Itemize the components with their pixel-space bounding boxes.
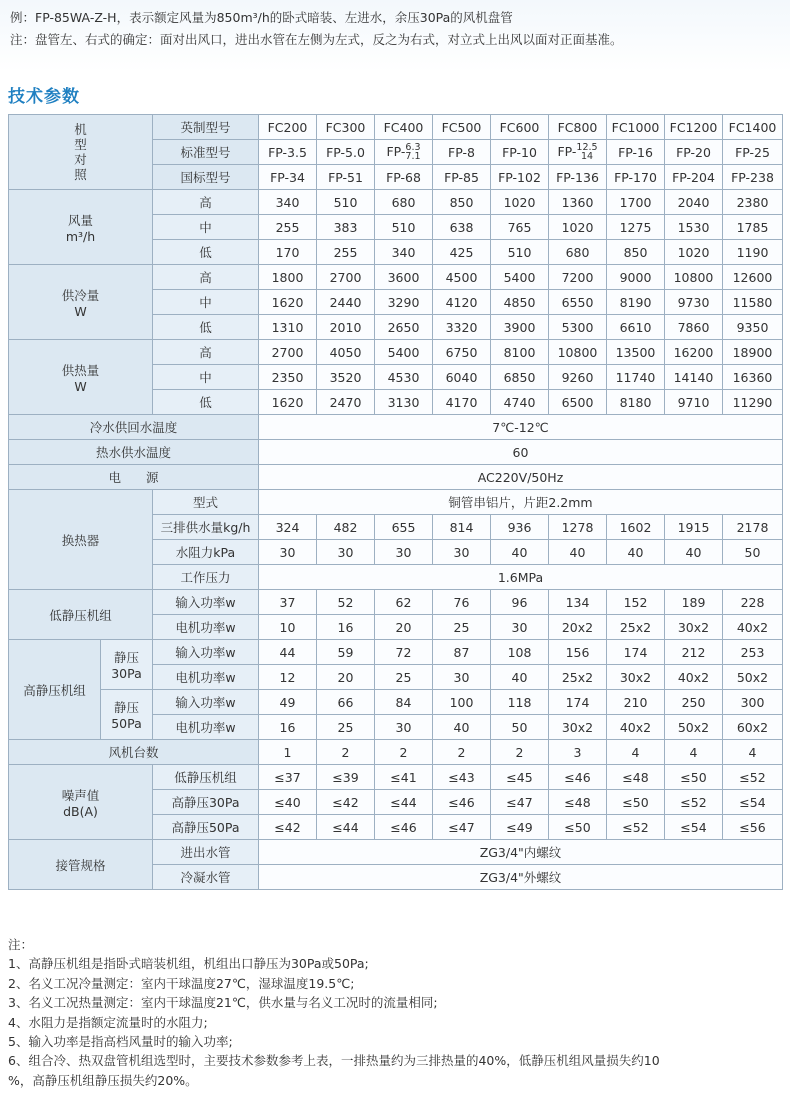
cold-water-temp-label: 冷水供回水温度 [9, 415, 259, 440]
value-cell: 52 [317, 590, 375, 615]
high-static-label: 高静压机组 [9, 640, 101, 740]
value-cell: 1620 [259, 290, 317, 315]
value-cell: 4170 [433, 390, 491, 415]
airflow-row [9, 190, 783, 215]
value-cell: 3290 [375, 290, 433, 315]
value-cell: FC500 [433, 115, 491, 140]
value-cell: 510 [491, 240, 549, 265]
value-cell: ≤50 [665, 765, 723, 790]
value-cell: 638 [433, 215, 491, 240]
pipe-row [9, 840, 783, 865]
value-cell: 84 [375, 690, 433, 715]
value-cell: 10800 [665, 265, 723, 290]
value-cell: ≤46 [549, 765, 607, 790]
input-power-label: 输入功率w [153, 590, 259, 615]
fan-count-label: 风机台数 [9, 740, 259, 765]
level-label: 中 [153, 215, 259, 240]
value-cell: 30 [433, 665, 491, 690]
value-cell: 30x2 [607, 665, 665, 690]
value-cell: 1020 [549, 215, 607, 240]
inout-pipe-value: ZG3/4"内螺纹 [259, 840, 783, 865]
level-label: 高 [153, 265, 259, 290]
value-cell: 300 [723, 690, 783, 715]
value-cell: 3900 [491, 315, 549, 340]
value-cell: 8190 [607, 290, 665, 315]
stacked-model-text: FP- 6.3 7.1 [386, 142, 421, 162]
value-cell: FP-85 [433, 165, 491, 190]
cooling-row [9, 265, 783, 290]
value-cell: 383 [317, 215, 375, 240]
value-cell: ≤56 [723, 815, 783, 840]
value-cell: 11580 [723, 290, 783, 315]
value-cell: FP-51 [317, 165, 375, 190]
condensate-pipe-label: 冷凝水管 [153, 865, 259, 890]
value-cell: 5300 [549, 315, 607, 340]
value-cell: 253 [723, 640, 783, 665]
value-cell: 30 [433, 540, 491, 565]
value-cell: ≤52 [607, 815, 665, 840]
value-cell: 18900 [723, 340, 783, 365]
value-cell: 170 [259, 240, 317, 265]
value-cell: 16360 [723, 365, 783, 390]
value-cell: 2178 [723, 515, 783, 540]
value-cell: 40 [491, 665, 549, 690]
value-cell [549, 140, 607, 165]
value-cell: 1360 [549, 190, 607, 215]
value-cell: 4740 [491, 390, 549, 415]
value-cell: 482 [317, 515, 375, 540]
value-cell: 9350 [723, 315, 783, 340]
value-cell: FP-20 [665, 140, 723, 165]
value-cell: ≤47 [433, 815, 491, 840]
value-cell: ≤43 [433, 765, 491, 790]
value-cell: 30 [375, 540, 433, 565]
value-cell: ≤45 [491, 765, 549, 790]
value-cell: 2350 [259, 365, 317, 390]
hot-water-temp-row [9, 440, 783, 465]
value-cell: ≤39 [317, 765, 375, 790]
value-cell: 3520 [317, 365, 375, 390]
value-cell: 50x2 [665, 715, 723, 740]
value-cell: 5400 [375, 340, 433, 365]
value-cell: ≤48 [607, 765, 665, 790]
value-cell: ≤44 [317, 815, 375, 840]
value-cell: 1310 [259, 315, 317, 340]
value-cell: 40x2 [665, 665, 723, 690]
value-cell: 936 [491, 515, 549, 540]
value-cell: 4050 [317, 340, 375, 365]
type-label: 型式 [153, 490, 259, 515]
value-cell: ≤44 [375, 790, 433, 815]
value-cell: ≤42 [317, 790, 375, 815]
model-group-label: 机型对照 [9, 115, 153, 190]
model-row-label: 国标型号 [153, 165, 259, 190]
noise-row [9, 765, 783, 790]
value-cell: 4 [665, 740, 723, 765]
value-cell: FC200 [259, 115, 317, 140]
value-cell: 255 [317, 240, 375, 265]
value-cell: 3320 [433, 315, 491, 340]
notes-title: 注： [8, 937, 34, 952]
value-cell: 12 [259, 665, 317, 690]
note-item: 4、水阻力是指额定流量时的水阻力; [8, 1014, 208, 1030]
value-cell: 4 [607, 740, 665, 765]
value-cell: 814 [433, 515, 491, 540]
level-label: 中 [153, 365, 259, 390]
note-item: 2、名义工况冷量测定：室内干球温度27℃，湿球温度19.5℃; [8, 975, 355, 991]
value-cell: 4500 [433, 265, 491, 290]
value-cell: FP-170 [607, 165, 665, 190]
note-line: 注：盘管左、右式的确定：面对出风口，进出水管在左侧为左式，反之为右式，对立式上出风以面对正面基准。 [10, 32, 623, 47]
level-label: 低 [153, 390, 259, 415]
value-cell: 2650 [375, 315, 433, 340]
value-cell: ≤48 [549, 790, 607, 815]
value-cell: 850 [433, 190, 491, 215]
value-cell: FC1200 [665, 115, 723, 140]
value-cell [375, 140, 433, 165]
value-cell: FC600 [491, 115, 549, 140]
value-cell: ≤46 [433, 790, 491, 815]
value-cell: 1020 [665, 240, 723, 265]
high-static-row [9, 640, 783, 665]
value-cell: 16 [259, 715, 317, 740]
value-cell: 1602 [607, 515, 665, 540]
value-cell: 2 [317, 740, 375, 765]
heating-row [9, 340, 783, 365]
value-cell: 108 [491, 640, 549, 665]
value-cell: ≤49 [491, 815, 549, 840]
value-cell: 212 [665, 640, 723, 665]
input-power-label: 输入功率w [153, 690, 259, 715]
pipe-label: 接管规格 [9, 840, 153, 890]
value-cell: FC800 [549, 115, 607, 140]
note-item: 3、名义工况热量测定：室内干球温度21℃，供水量与名义工况时的流量相同; [8, 995, 438, 1011]
value-cell: 25 [433, 615, 491, 640]
value-cell: 228 [723, 590, 783, 615]
value-cell: 40 [433, 715, 491, 740]
motor-power-label: 电机功率w [153, 665, 259, 690]
value-cell: 50 [723, 540, 783, 565]
noise-row-label: 高静压50Pa [153, 815, 259, 840]
value-cell: 134 [549, 590, 607, 615]
value-cell: 1020 [491, 190, 549, 215]
value-cell: 60x2 [723, 715, 783, 740]
value-cell: 2700 [317, 265, 375, 290]
value-cell: 66 [317, 690, 375, 715]
airflow-label: 风量 m³/h [9, 190, 153, 265]
low-static-label: 低静压机组 [9, 590, 153, 640]
value-cell: 1785 [723, 215, 783, 240]
value-cell: 152 [607, 590, 665, 615]
noise-row-label: 低静压机组 [153, 765, 259, 790]
spec-table-body [9, 115, 783, 890]
value-cell: 59 [317, 640, 375, 665]
value-cell: 62 [375, 590, 433, 615]
value-cell: 25 [317, 715, 375, 740]
value-cell: 6850 [491, 365, 549, 390]
condensate-pipe-value: ZG3/4"外螺纹 [259, 865, 783, 890]
value-cell: 37 [259, 590, 317, 615]
value-cell: 30x2 [549, 715, 607, 740]
value-cell: 11290 [723, 390, 783, 415]
power-supply-label: 电 源 [9, 465, 259, 490]
value-cell: 2010 [317, 315, 375, 340]
value-cell: 7860 [665, 315, 723, 340]
value-cell: 3130 [375, 390, 433, 415]
notes [8, 935, 784, 1090]
value-cell: 4120 [433, 290, 491, 315]
value-cell: 1800 [259, 265, 317, 290]
value-cell: FC400 [375, 115, 433, 140]
note-item: 1、高静压机组是指卧式暗装机组，机组出口静压为30Pa或50Pa; [8, 956, 369, 972]
cold-water-temp-value: 7℃-12℃ [259, 415, 783, 440]
value-cell: 210 [607, 690, 665, 715]
value-cell: 44 [259, 640, 317, 665]
value-cell: 2700 [259, 340, 317, 365]
value-cell: 16200 [665, 340, 723, 365]
note-item: %，高静压机组静压损失约20%。 [8, 1072, 198, 1088]
value-cell: 7200 [549, 265, 607, 290]
model-row-label: 标准型号 [153, 140, 259, 165]
value-cell: 9260 [549, 365, 607, 390]
value-cell: 40 [549, 540, 607, 565]
value-cell: 8180 [607, 390, 665, 415]
value-cell: ≤50 [549, 815, 607, 840]
value-cell: 20 [317, 665, 375, 690]
value-cell: 20x2 [549, 615, 607, 640]
value-cell: ≤47 [491, 790, 549, 815]
value-cell: 255 [259, 215, 317, 240]
value-cell: FC1000 [607, 115, 665, 140]
value-cell: FP-10 [491, 140, 549, 165]
value-cell: 49 [259, 690, 317, 715]
stacked-model-text: FP- 12.5 14 [557, 142, 598, 162]
value-cell: 5400 [491, 265, 549, 290]
value-cell: 174 [549, 690, 607, 715]
level-label: 中 [153, 290, 259, 315]
value-cell: 4 [723, 740, 783, 765]
value-cell: FP-25 [723, 140, 783, 165]
resistance-label: 水阻力kPa [153, 540, 259, 565]
value-cell: 1 [259, 740, 317, 765]
note-item: 5、输入功率是指高档风量时的输入功率; [8, 1034, 233, 1050]
cold-water-temp-row [9, 415, 783, 440]
value-cell: FC1400 [723, 115, 783, 140]
value-cell: ≤54 [723, 790, 783, 815]
model-row [9, 115, 783, 140]
value-cell: 510 [317, 190, 375, 215]
value-cell: FP-34 [259, 165, 317, 190]
value-cell: 1275 [607, 215, 665, 240]
value-cell: 850 [607, 240, 665, 265]
value-cell: 174 [607, 640, 665, 665]
example-line: 例：FP-85WA-Z-H，表示额定风量为850m³/h的卧式暗装、左进水，余压30Pa的风机盘管 [10, 10, 513, 25]
value-cell: 510 [375, 215, 433, 240]
value-cell: FP-204 [665, 165, 723, 190]
low-static-row [9, 590, 783, 615]
value-cell: 2040 [665, 190, 723, 215]
value-cell: FP-136 [549, 165, 607, 190]
value-cell: 156 [549, 640, 607, 665]
flow-label: 三排供水量kg/h [153, 515, 259, 540]
value-cell: ≤52 [723, 765, 783, 790]
value-cell: 40 [491, 540, 549, 565]
value-cell: 25x2 [607, 615, 665, 640]
static-30pa-label: 静压 30Pa [101, 640, 153, 690]
value-cell: 250 [665, 690, 723, 715]
hot-water-temp-label: 热水供水温度 [9, 440, 259, 465]
value-cell: ≤40 [259, 790, 317, 815]
value-cell: 30 [491, 615, 549, 640]
value-cell: 40 [665, 540, 723, 565]
value-cell: 50 [491, 715, 549, 740]
value-cell: 8100 [491, 340, 549, 365]
value-cell: 189 [665, 590, 723, 615]
value-cell: 40x2 [607, 715, 665, 740]
value-cell: 6040 [433, 365, 491, 390]
heat-exchanger-row [9, 490, 783, 515]
heating-label: 供热量 W [9, 340, 153, 415]
motor-power-label: 电机功率w [153, 615, 259, 640]
cooling-label: 供冷量 W [9, 265, 153, 340]
value-cell: 12600 [723, 265, 783, 290]
value-cell: 1278 [549, 515, 607, 540]
value-cell: 2 [375, 740, 433, 765]
value-cell: 2470 [317, 390, 375, 415]
pressure-value: 1.6MPa [259, 565, 783, 590]
value-cell: 11740 [607, 365, 665, 390]
value-cell: 4850 [491, 290, 549, 315]
value-cell: 1700 [607, 190, 665, 215]
value-cell: 20 [375, 615, 433, 640]
value-cell: 2380 [723, 190, 783, 215]
value-cell: 25x2 [549, 665, 607, 690]
input-power-label: 输入功率w [153, 640, 259, 665]
value-cell: ≤37 [259, 765, 317, 790]
value-cell: FP-68 [375, 165, 433, 190]
value-cell: FC300 [317, 115, 375, 140]
value-cell: 9710 [665, 390, 723, 415]
value-cell: 324 [259, 515, 317, 540]
value-cell: 1915 [665, 515, 723, 540]
inout-pipe-label: 进出水管 [153, 840, 259, 865]
value-cell: FP-3.5 [259, 140, 317, 165]
value-cell: 50x2 [723, 665, 783, 690]
value-cell: 655 [375, 515, 433, 540]
noise-label: 噪声值 dB(A) [9, 765, 153, 840]
value-cell: 6500 [549, 390, 607, 415]
value-cell: 72 [375, 640, 433, 665]
value-cell: 340 [259, 190, 317, 215]
high-static-row [9, 690, 783, 715]
type-value: 铜管串铝片，片距2.2mm [259, 490, 783, 515]
value-cell: 30x2 [665, 615, 723, 640]
pressure-label: 工作压力 [153, 565, 259, 590]
value-cell: 30 [375, 715, 433, 740]
value-cell: 13500 [607, 340, 665, 365]
value-cell: 96 [491, 590, 549, 615]
value-cell: 1530 [665, 215, 723, 240]
level-label: 高 [153, 190, 259, 215]
value-cell: FP-5.0 [317, 140, 375, 165]
value-cell: 9000 [607, 265, 665, 290]
value-cell: 1190 [723, 240, 783, 265]
value-cell: 4530 [375, 365, 433, 390]
motor-power-label: 电机功率w [153, 715, 259, 740]
value-cell: 118 [491, 690, 549, 715]
value-cell: 765 [491, 215, 549, 240]
value-cell: 10 [259, 615, 317, 640]
power-supply-value: AC220V/50Hz [259, 465, 783, 490]
value-cell: FP-238 [723, 165, 783, 190]
value-cell: 9730 [665, 290, 723, 315]
value-cell: ≤46 [375, 815, 433, 840]
value-cell: 6610 [607, 315, 665, 340]
power-supply-row [9, 465, 783, 490]
value-cell: 2 [433, 740, 491, 765]
level-label: 高 [153, 340, 259, 365]
value-cell: 680 [375, 190, 433, 215]
value-cell: 340 [375, 240, 433, 265]
hot-water-temp-value: 60 [259, 440, 783, 465]
value-cell: 16 [317, 615, 375, 640]
top-notes [0, 0, 790, 72]
value-cell: 76 [433, 590, 491, 615]
value-cell: 30 [259, 540, 317, 565]
value-cell: ≤42 [259, 815, 317, 840]
value-cell: 6550 [549, 290, 607, 315]
value-cell: 1620 [259, 390, 317, 415]
value-cell: 30 [317, 540, 375, 565]
level-label: 低 [153, 240, 259, 265]
value-cell: 100 [433, 690, 491, 715]
value-cell: 10800 [549, 340, 607, 365]
value-cell: FP-102 [491, 165, 549, 190]
heat-exchanger-label: 换热器 [9, 490, 153, 590]
value-cell: ≤50 [607, 790, 665, 815]
value-cell: 680 [549, 240, 607, 265]
fan-count-row [9, 740, 783, 765]
value-cell: FP-8 [433, 140, 491, 165]
value-cell: 2 [491, 740, 549, 765]
value-cell: 40 [607, 540, 665, 565]
note-item: 6、组合冷、热双盘管机组选型时，主要技术参数参考上表，一排热量约为三排热量的40%，低静压机组风量损失约10 [8, 1053, 660, 1069]
level-label: 低 [153, 315, 259, 340]
value-cell: ≤52 [665, 790, 723, 815]
model-row-label: 英制型号 [153, 115, 259, 140]
value-cell: 425 [433, 240, 491, 265]
value-cell: 3 [549, 740, 607, 765]
section-title: 技术参数 [8, 87, 80, 107]
value-cell: 40x2 [723, 615, 783, 640]
value-cell: ≤41 [375, 765, 433, 790]
spec-table [8, 114, 783, 890]
value-cell: 3600 [375, 265, 433, 290]
value-cell: 2440 [317, 290, 375, 315]
value-cell: FP-16 [607, 140, 665, 165]
static-50pa-label: 静压 50Pa [101, 690, 153, 740]
value-cell: 87 [433, 640, 491, 665]
value-cell: 25 [375, 665, 433, 690]
value-cell: ≤54 [665, 815, 723, 840]
value-cell: 6750 [433, 340, 491, 365]
noise-row-label: 高静压30Pa [153, 790, 259, 815]
value-cell: 14140 [665, 365, 723, 390]
